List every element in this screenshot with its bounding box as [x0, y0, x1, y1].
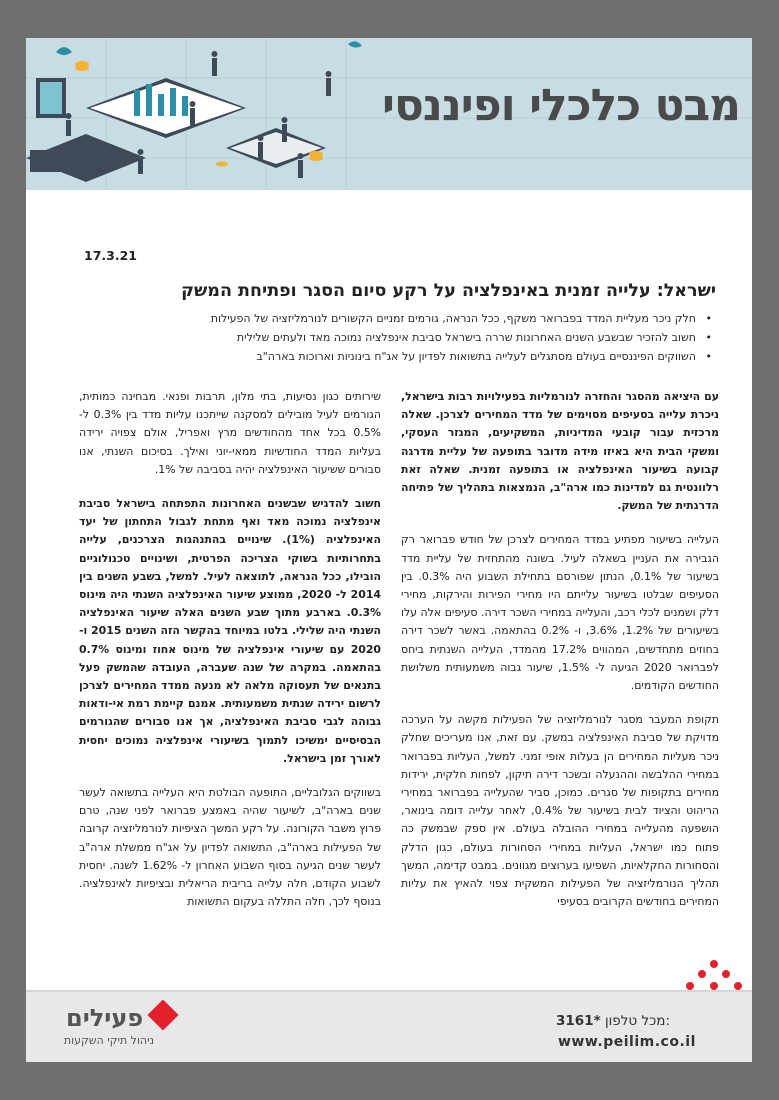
- paragraph: בשווקים הגלובליים, התופעה הבולטת היא העלייה בתשואה לעשר שנים בארה"ב, לשיעור שהיה באמצע פברואר לפני שנה, טרם פרוץ משבר הקורונה. על רקע המשך הציפיות לנורמליזציה קרובה של הפעילות בארה"ב, התשואה לפדיון על אג"ח ממשלת ארה"ב לעשר שנים הגיעה בסוף השבוע האחרון ל- 1.62% לשנה. יחסית לשבוע הקודם, חלה עלייה בריבית הריאלית ובציפיות לאינפלציה. בנוסף לכך, חלה התללה בעקום התשואות: [79, 786, 382, 909]
- paragraph: שירותים כגון נסיעות, בתי מלון, תרבות ופנאי. מבחינה כמותית, הגורמים לעיל מובילים למסקנה שייתכנו עליות מדד בין 0.3% ל- 0.5% בכל אחד מהחודשים מרץ ואפריל, אולם צפויה ירידה בעליות המדד החודשיות ממאי-יוני ואילך. בסיכום השנתי, אנו סבורים ששיעור האינפלציה יהיה בסביבה של 1%.: [79, 390, 381, 476]
- paragraph: תקופת המעבר מסגר לנורמליזציה של הפעילות מקשה על הערכה מדויקת של סביבת האינפלציה במשק. עם זאת, אנו מעריכים שחלק ניכר מעליות המחירים הן בעלות אופי זמני. למשל, העליות בפברואר במחירי ההלבשה וההנעלה ובשכר דירה תיקון, לפחות חלקית, ירידות מחירים בתקופות של סגרים. כמוכן, סביר שהעלייה בפברואר במחירי הריהוט והציוד לבית בשיעור של 0.4%, לאחר עלייה דומה בינואר, הושפעה מהעלייה במחירי ההובלה בעולם. אין ספק שבמשק כה פתוח כמו ישראל, העליות במחירי הסחורות בעולם, כגון הדלק והסחורות החקלאיות, השפיעו בערוצים מגוונים. במבט קדימה, המשך תהליך הנורמליזציה של הפעילות המשקית צפוי להאיץ את עליות המחירים בחודשים הקרובים בסעיפי: [401, 713, 719, 909]
- paragraph: העלייה בשיעור מפתיע במדד המחירים לצרכן של חודש פברואר רק הגבירה את העניין בשאלה לעיל. בשונה מהתחזית של עליית מדד בשיעור של 0.1%, הנתון שפורסם בתחילת השבוע היה 0.3%. בין הסעיפים שבלטו בשיעור עלייתם היו מחירי הפירות והירקות, מחירי דלק ושמנים לכלי רכב, והעלייה במחירי השכר דירה. סעיפים אלה עלו בשיעורים של 1.2%, 3.6%, ו- 0.2% בהתאמה. באשר לשכר דירה בחוזים מתחדשים, המהווים 17.2% מהמדד, העלייה השנתית ביחס לפברואר 2020 הגיעה ל- 1.5%, שיעור גבוה משמעותית משלושת החודשים הקודמים.: [401, 533, 720, 693]
- phone-label: מכל טלפון:: [604, 1013, 670, 1029]
- summary-bullets: [72, 309, 712, 366]
- left-column: [79, 388, 381, 927]
- article-headline: ישראל: עלייה זמנית באינפלציה על רקע סיום הסגר ופתיחת המשק: [181, 281, 716, 301]
- summary-bullet: • השווקים הפיננסיים בעולם מסתגלים לעלייה בתשואות לפדיון על אג"ח בינוניות וארוכות בארה"ב: [72, 347, 712, 366]
- summary-bullet: • חלק ניכר מעליית המדד בפברואר משקף, ככל הנראה, גורמים זמניים הקשורים לנורמליזציה של הפעילות: [72, 309, 712, 328]
- document-page: [26, 38, 752, 1062]
- website-url[interactable]: www.peilim.co.il: [558, 1034, 696, 1050]
- publication-date: 17.3.21: [84, 248, 137, 263]
- paragraph: עם היציאה מהסגר והחזרה לנורמליות בפעילויות רבות בישראל, ניכרת עלייה בסעיפים מסוימים של מדד המחירים לצרכן. שאלה מרכזית עבור קובעי המדיניות, המשקיעים, המגזר העסקי, ומשקי הבית היא באיזו מידה מדובר בתופעה של עליית מדרגה קבועה בשיעור האינפלציה או בתופעה זמנית. שאלה זאת רלוונטית גם למדינות כמו ארה"ב, הנמצאות בתהליך של פתיחה הדרגתית של המשק.: [401, 390, 719, 513]
- logo-name: פעילים: [66, 1004, 144, 1032]
- header-banner: [26, 38, 752, 190]
- logo-subtitle: ניהול תיקי השקעות: [63, 1034, 154, 1047]
- contact-phone: [556, 1013, 670, 1029]
- banner-title: מבט כלכלי ופיננסי: [382, 80, 740, 131]
- paragraph: חשוב להדגיש שבשנים האחרונות התפתחה בישראל סביבת אינפלציה נמוכה מאד ואף מתחת לגבול התחתון של יעד האינפלציה (1%). שינויים בהתנהגות הצרכנים, עלייה בתחרותיות בשוקי הצריכה הפרטית, ושינויים טכנולוגיים הובילו, ככל הנראה, לתוצאה לעיל. למשל, בשבע השנים בין 2014 ל- 2020, ממוצע שיעור האינפלציה השנתי היה מינוס 0.3%. בארבע מתוך שבע השנים האלה שיעור האינפלציה השנתי היה שלילי. בלטו במיוחד בהקשר הזה השנים 2015 ו- 2020 עם שיעורי אינפלציה של מינוס אחוז ומינוס 0.7% בהתאמה. במקרה של שנה שעברה, העובדה שהמשק פעל בתנאים של תעסוקה מלאה לא מנעה ממדד המחירים לצרכן לרשום ירידה שנתית משמעותית. אמנם קיימת רמת אי-ודאות גבוהה לגבי סביבת האינפלציה, אך אנו סבורים שהגורמים הבסיסיים ימשיכו לתמוך בשיעורי אינפלציה נמוכים יחסית לאורך זמן בישראל.: [79, 497, 381, 765]
- footer-divider: [26, 990, 752, 992]
- phone-number: 3161*: [556, 1013, 601, 1029]
- summary-bullet: • חשוב להזכיר שבשבע השנים האחרונות שררה בישראל סביבת אינפלציה נמוכה מאד ולעתים שלילית: [72, 328, 712, 347]
- right-column: [401, 388, 719, 927]
